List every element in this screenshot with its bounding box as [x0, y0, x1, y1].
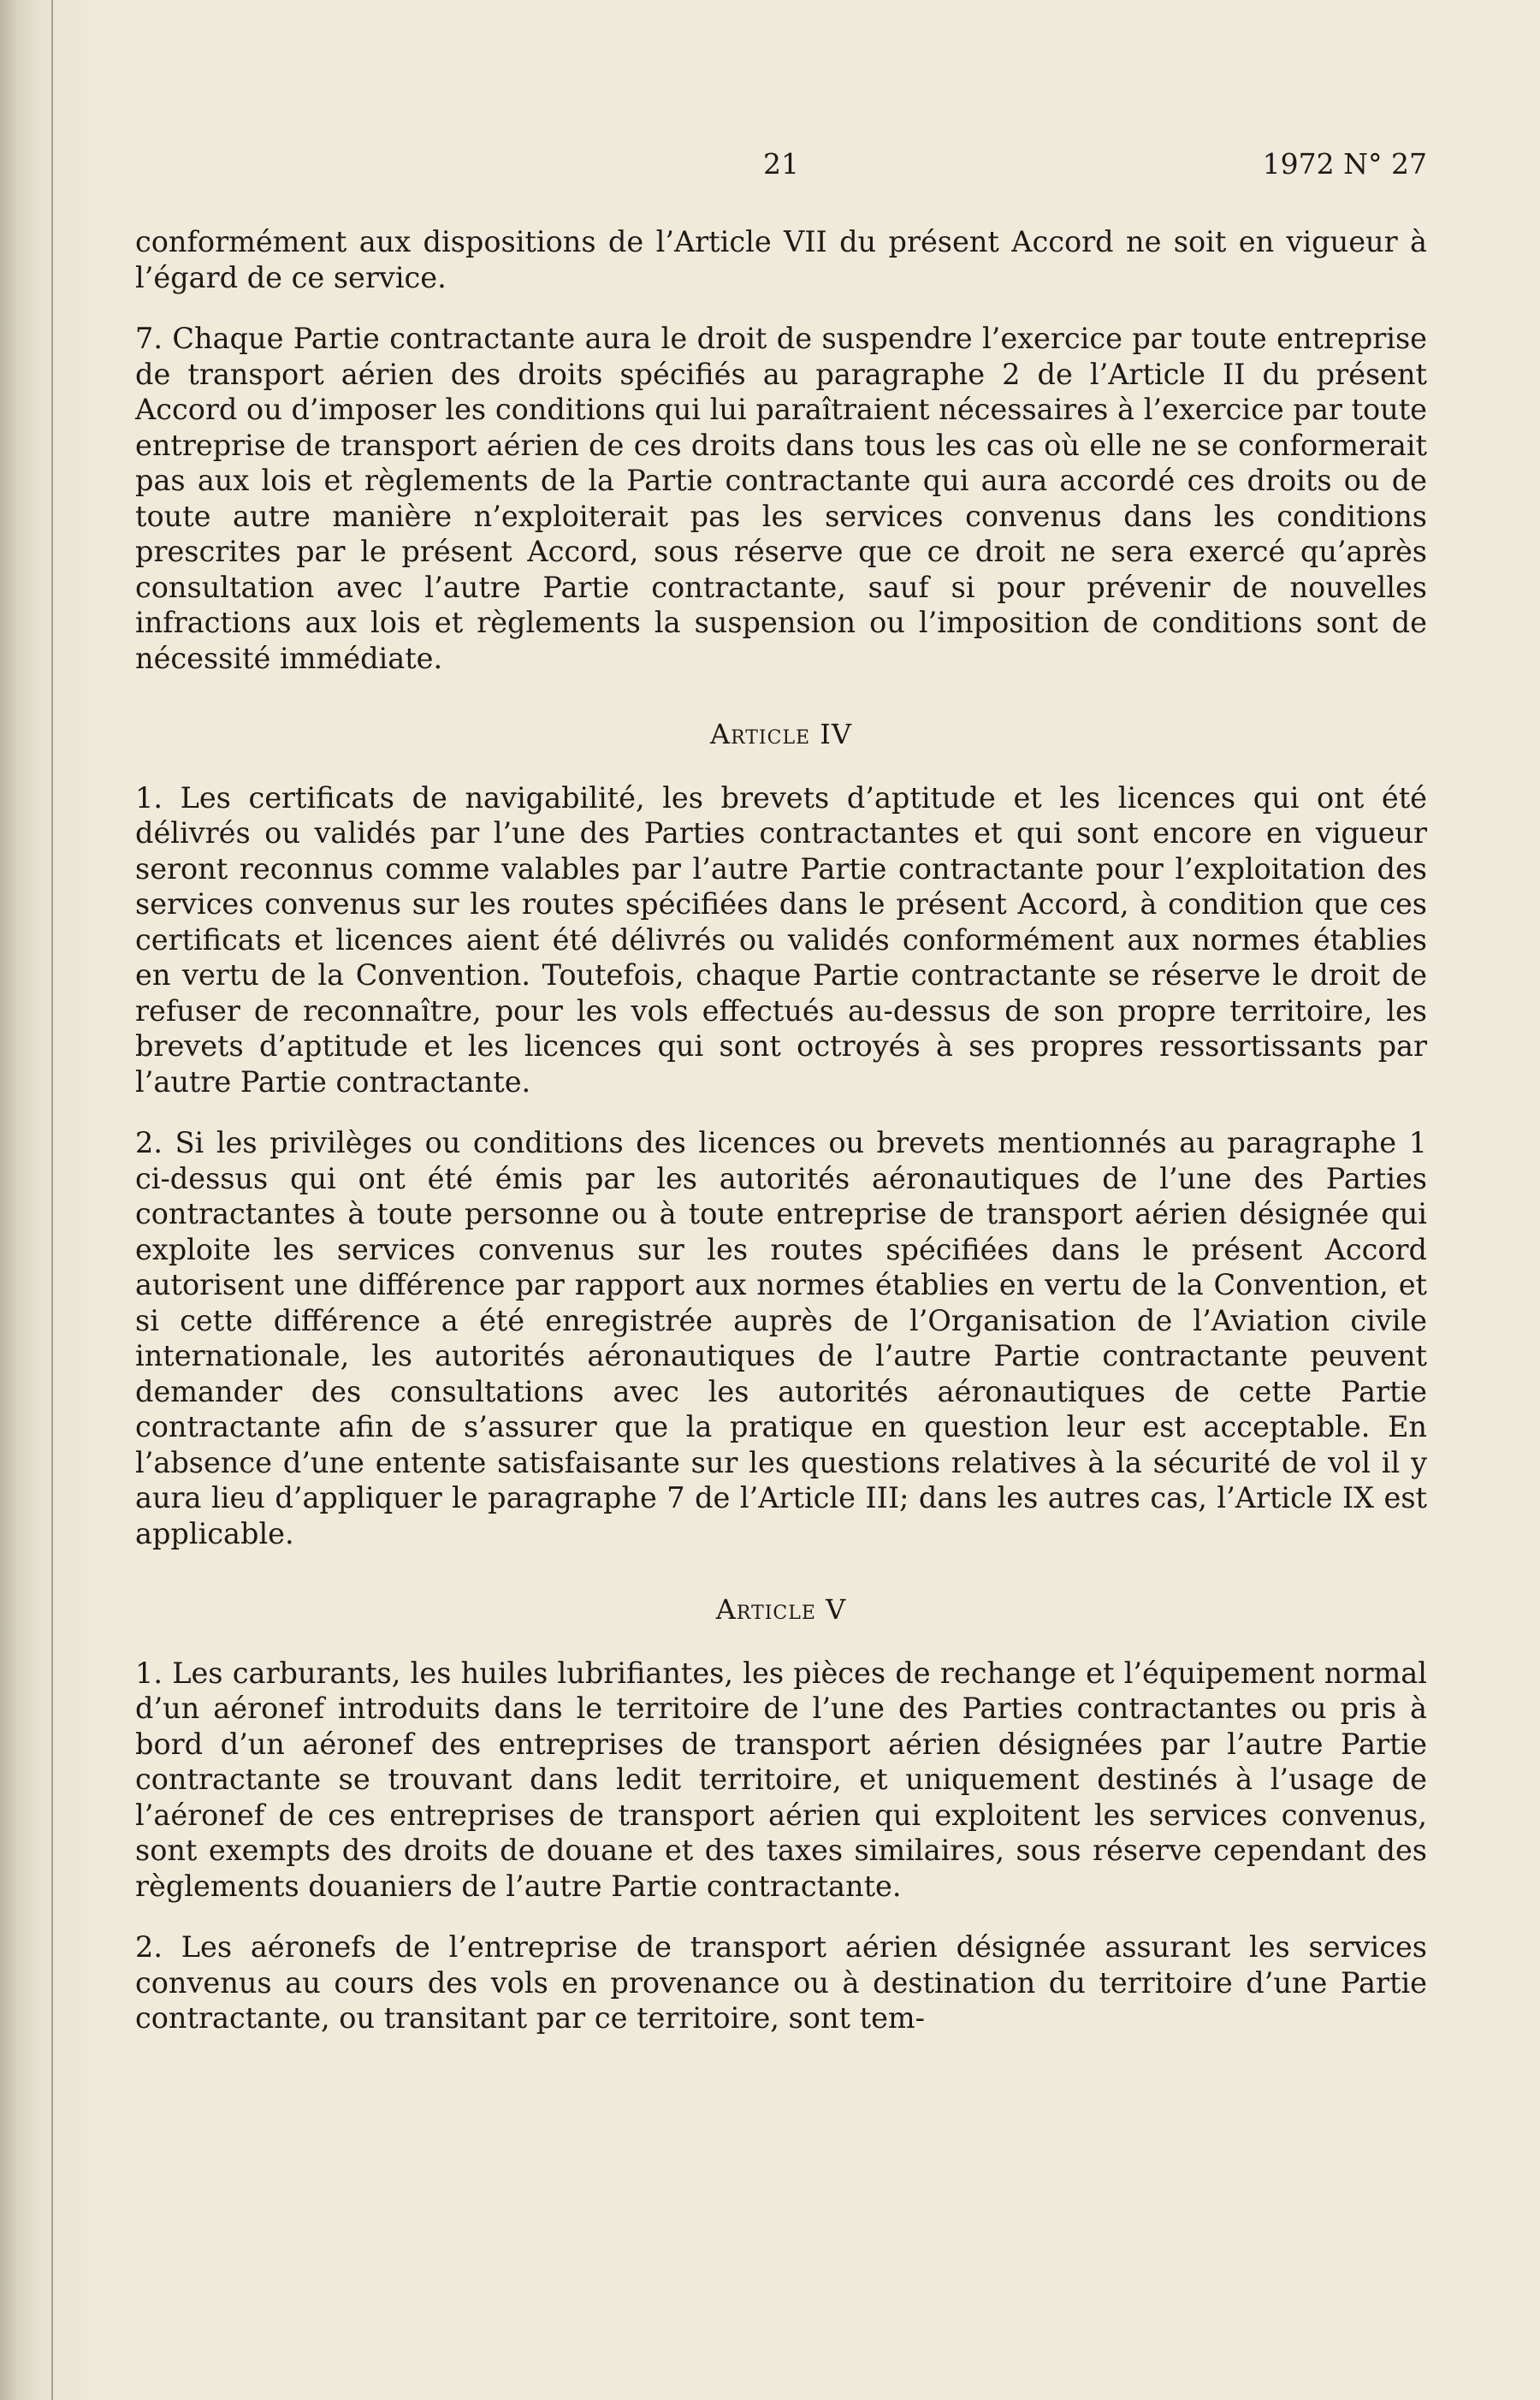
- paragraph-continuation: conformément aux dispositions de l’Article VII du présent Accord ne soit en vigueur à l’égard de ce service.: [135, 225, 1427, 294]
- article-5-paragraph-2: 2. Les aéronefs de l’entreprise de transport aérien désignée assurant les services convenus au cours des vols en provenance ou à destination du territoire d’une Partie contractante, ou transitant par ce territoire, sont tem-: [135, 1930, 1427, 2035]
- article-4-heading: Article IV: [709, 718, 853, 750]
- article-4-paragraph-2: 2. Si les privilèges ou conditions des licences ou brevets mentionnés au paragraphe 1 ci-dessus qui ont été émis par les autorités aéronautiques de l’une des Parties contractantes à toute personne ou à toute entreprise de transport aérien désignée qui exploite les services convenus sur les routes spécifiées dans le présent Accord autorisent une différence par rapport aux normes établies en vertu de la Convention, et si cette différence a été enregistrée auprès de l’Organisation de l’Aviation civile internationale, les autorités aéronautiques de l’autre Partie contractante peuvent demander des consultations avec les autorités aéronautiques de cette Partie contractante afin de s’assurer que la pratique en question leur est acceptable. En l’absence d’une entente satisfaisante sur les questions relatives à la sécurité de vol il y aura lieu d’appliquer le paragraphe 7 de l’Article III; dans les autres cas, l’Article IX est applicable.: [135, 1126, 1427, 1550]
- paragraph-7: 7. Chaque Partie contractante aura le droit de suspendre l’exercice par toute entreprise de transport aérien des droits spécifiés au paragraphe 2 de l’Article II du présent Accord ou d’imposer les conditions qui lui paraîtraient nécessaires à l’exercice par toute entreprise de transport aérien de ces droits dans tous les cas où elle ne se conformerait pas aux lois et règlements de la Partie contractante qui aura accordé ces droits ou de toute autre manière n’exploiterait pas les services convenus dans les conditions prescrites par le présent Accord, sous réserve que ce droit ne sera exercé qu’après consultation avec l’autre Partie contractante, sauf si pour prévenir de nouvelles infractions aux lois et règlements la suspension ou l’imposition de conditions sont de nécessité immédiate.: [135, 322, 1427, 675]
- article-5-heading: Article V: [715, 1593, 847, 1626]
- document-body: [135, 224, 1427, 2062]
- publication-reference: 1972 N° 27: [1262, 147, 1427, 181]
- article-5-paragraph-1: 1. Les carburants, les huiles lubrifiantes, les pièces de rechange et l’équipement normal d’un aéronef introduits dans le territoire de l’une des Parties contractantes ou pris à bord d’un aéronef des entreprises de transport aérien désignées par l’autre Partie contractante se trouvant dans ledit territoire, et uniquement destinés à l’usage de l’aéronef de ces entreprises de transport aérien qui exploitent les services convenus, sont exempts des droits de douane et des taxes similaires, sous réserve cependant des règlements douaniers de l’autre Partie contractante.: [135, 1656, 1427, 1903]
- article-4-paragraph-1: 1. Les certificats de navigabilité, les brevets d’aptitude et les licences qui ont été délivrés ou validés par l’une des Parties contractantes et qui sont encore en vigueur seront reconnus comme valables par l’autre Partie contractante pour l’exploitation des services convenus sur les routes spécifiées dans le présent Accord, à condition que ces certificats et licences aient été délivrés ou validés conformément aux normes établies en vertu de la Convention. Toutefois, chaque Partie contractante se réserve le droit de refuser de reconnaître, pour les vols effectués au-dessus de son propre territoire, les brevets d’aptitude et les licences qui sont octroyés à ses propres ressortissants par l’autre Partie contractante.: [135, 780, 1427, 1099]
- page-header: [135, 147, 1427, 190]
- page-number: 21: [763, 147, 799, 181]
- binding-gutter: [51, 0, 53, 2400]
